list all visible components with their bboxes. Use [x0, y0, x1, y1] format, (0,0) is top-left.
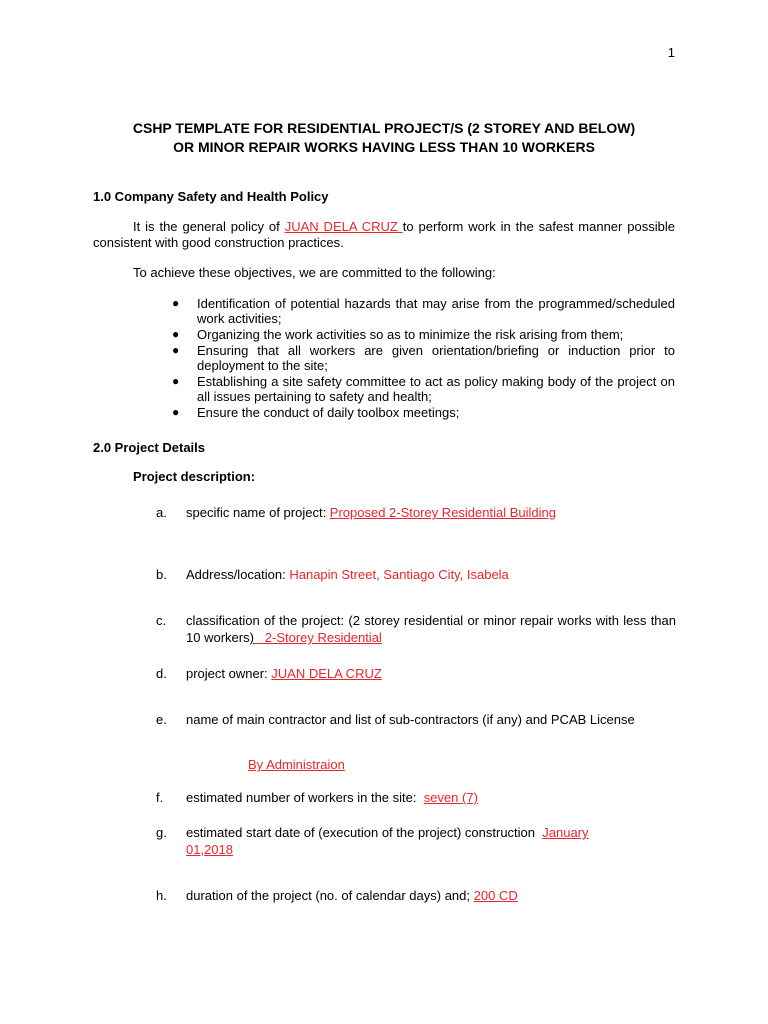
page-number: 1	[667, 45, 675, 60]
duration-value: 200 CD	[473, 888, 518, 903]
project-name-value: Proposed 2-Storey Residential Building	[329, 505, 556, 520]
list-item: ● Ensuring that all workers are given orientation/briefing or induction prior to deployment to the site;	[172, 343, 675, 373]
policy-paragraph	[93, 219, 675, 251]
bullet-icon: ●	[172, 405, 180, 419]
section-1-heading: 1.0 Company Safety and Health Policy	[93, 189, 329, 204]
bullet-icon: ●	[172, 296, 180, 310]
section-2-heading: 2.0 Project Details	[93, 440, 205, 455]
document-title	[92, 119, 676, 157]
objectives-intro: To achieve these objectives, we are committed to the following:	[133, 265, 496, 280]
title-line-2: OR MINOR REPAIR WORKS HAVING LESS THAN 10 WORKERS	[173, 139, 595, 155]
list-item: ● Establishing a site safety committee to act as policy making body of the project on all issues pertaining to safety and health;	[172, 374, 675, 404]
bullet-icon: ●	[172, 327, 180, 341]
bullet-icon: ●	[172, 343, 180, 357]
objectives-list	[172, 296, 675, 421]
list-item: ● Organizing the work activities so as to minimize the risk arising from them;	[172, 327, 624, 342]
address-value: Hanapin Street, Santiago City, Isabela	[289, 567, 509, 582]
list-item: ● Identification of potential hazards that may arise from the programmed/scheduled work activities;	[172, 296, 675, 326]
bullet-icon: ●	[172, 374, 180, 388]
contractor-value: By Administraion	[248, 757, 345, 772]
project-description-heading: Project description:	[133, 469, 256, 484]
start-date-value: January 01,2018	[186, 825, 589, 857]
title-line-1: CSHP TEMPLATE FOR RESIDENTIAL PROJECT/S (2 STOREY AND BELOW)	[132, 120, 636, 136]
project-owner-value: JUAN DELA CRUZ	[271, 666, 382, 681]
company-name: JUAN DELA CRUZ	[284, 219, 403, 234]
classification-value: 2-Storey Residential	[253, 630, 382, 645]
policy-suffix: to perform work in the safest manner possible consistent with good construction practices.	[93, 219, 675, 250]
workers-value: seven (7)	[423, 790, 478, 805]
policy-prefix: It is the general policy of	[133, 219, 285, 234]
list-item: ● Ensure the conduct of daily toolbox meetings;	[172, 405, 460, 420]
